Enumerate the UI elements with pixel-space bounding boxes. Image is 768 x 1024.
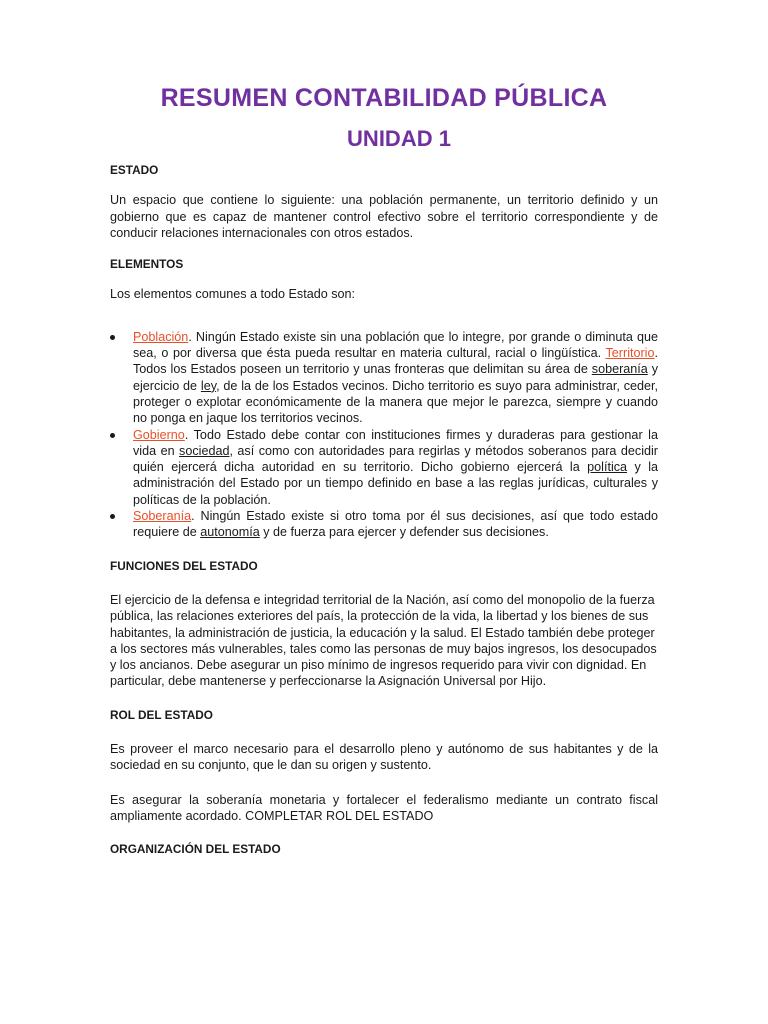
text-gobierno-1: . Todo Estado debe contar con instituciones firmes y duraderas para gestionar la vida en (133, 427, 658, 458)
text-soberania-2: y de fuerza para ejercer y defender sus decisiones. (259, 525, 549, 540)
paragraph-elementos-intro: Los elementos comunes a todo Estado son: (110, 287, 356, 302)
link-ley[interactable]: ley (200, 378, 217, 393)
link-soberania[interactable]: soberanía (591, 362, 648, 377)
text-territorio-1: . Todos los Estados poseen un territorio y unas fronteras que delimitan su área de (133, 346, 658, 377)
link-poblacion[interactable]: Población (133, 329, 189, 344)
bullet-icon (110, 335, 115, 340)
heading-rol: ROL DEL ESTADO (110, 707, 213, 722)
link-territorio[interactable]: Territorio (605, 346, 655, 361)
text-territorio-2: y ejercicio de (133, 362, 658, 393)
elementos-list (110, 329, 658, 541)
list-item-soberania (110, 508, 658, 541)
bullet-icon (110, 433, 115, 438)
link-gobierno[interactable]: Gobierno (133, 427, 185, 442)
document-title: RESUMEN CONTABILIDAD PÚBLICA (160, 84, 608, 112)
paragraph-rol-2: Es asegurar la soberanía monetaria y fortalecer el federalismo mediante un contrato fiscal ampliamente acordado. COMPLETAR ROL DEL ESTADO (110, 792, 658, 823)
link-politica[interactable]: política (587, 460, 628, 475)
list-item-gobierno (110, 427, 658, 508)
heading-organizacion: ORGANIZACIÓN DEL ESTADO (110, 842, 281, 857)
link-sociedad[interactable]: sociedad (179, 443, 230, 458)
link-soberania-term[interactable]: Soberanía (133, 509, 192, 524)
link-autonomia[interactable]: autonomía (200, 525, 260, 540)
text-territorio-3: , de la de los Estados vecinos. Dicho territorio es suyo para administrar, ceder, proteger o explotar económicamente de la manera que mejor le parezca, siempre y cuando no ponga en jaque los territorios vecinos. (133, 378, 659, 426)
text-gobierno-3: y la administración del Estado por un tiempo definido en base a las reglas jurídicas, culturales y políticas de la población. (133, 460, 658, 507)
paragraph-estado: Un espacio que contiene lo siguiente: una población permanente, un territorio definido y un gobierno que es capaz de mantener control efectivo sobre el territorio correspondiente y de conducir relaciones internacionales con otros estados. (110, 193, 658, 240)
document-subtitle: UNIDAD 1 (347, 126, 451, 151)
text-soberania-1: . Ningún Estado existe si otro toma por él sus decisiones, así que todo estado requiere de (133, 509, 658, 540)
heading-funciones: FUNCIONES DEL ESTADO (110, 558, 258, 573)
text-poblacion: . Ningún Estado existe sin una población que lo integre, por grande o diminuta que sea, o por diversa que ésta pueda resultar en materia cultural, racial o lingüística. (133, 329, 658, 361)
paragraph-rol-1: Es proveer el marco necesario para el desarrollo pleno y autónomo de sus habitantes y de la sociedad en su conjunto, que le dan su origen y sustento. (110, 742, 658, 773)
text-gobierno-2: , así como con autoridades para regirlas y métodos soberanos para decidir quién ejercerá dicha autoridad en su territorio. Dicho gobierno ejercerá la (133, 443, 659, 475)
heading-elementos: ELEMENTOS (110, 257, 184, 272)
paragraph-funciones: El ejercicio de la defensa e integridad territorial de la Nación, así como del monopolio de la fuerza pública, las relaciones exteriores del país, la protección de la vida, la libertad y los bienes de sus habitantes, la administración de justicia, la educación y la salud. El Estado también debe proteger a los sectores más vulnerables, tales como las personas de muy bajos ingresos, los desocupados y los ancianos. Debe asegurar un piso mínimo de ingresos requerido para vivir con dignidad. En particular, debe mantenerse y perfeccionarse la Asignación Universal por Hijo. (110, 592, 657, 689)
list-item-poblacion-territorio (110, 329, 658, 427)
heading-estado: ESTADO (110, 163, 159, 177)
document-body (110, 162, 658, 872)
bullet-icon (110, 514, 115, 519)
